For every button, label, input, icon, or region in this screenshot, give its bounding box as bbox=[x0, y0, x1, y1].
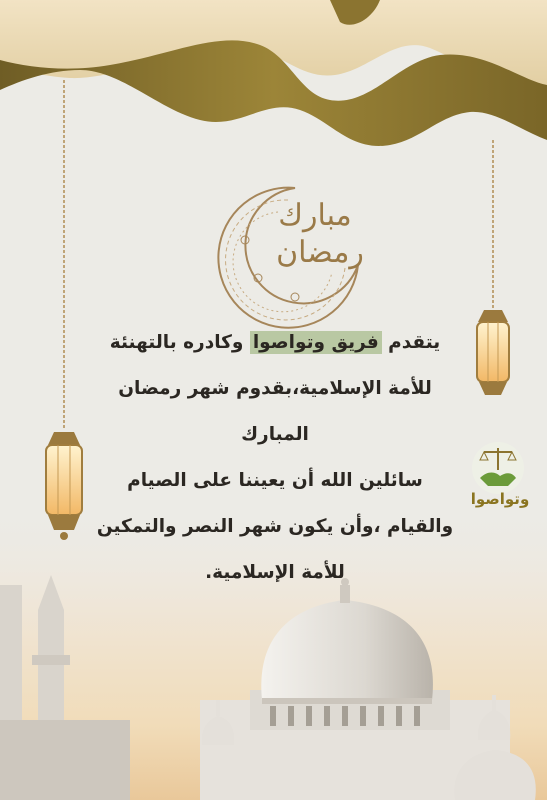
message-line-1-end: وكادره بالتهنئة bbox=[109, 332, 250, 353]
message-line-3: المبارك bbox=[241, 424, 309, 445]
message-line-6: للأمة الإسلامية. bbox=[205, 562, 345, 583]
team-name-highlight: فريق وتواصوا bbox=[250, 331, 382, 354]
calligraphy-word-ramadan: رمضان bbox=[276, 235, 364, 270]
message-line-4: سائلين الله أن يعيننا على الصيام bbox=[127, 470, 423, 491]
brand-wordmark: وتواصوا bbox=[470, 490, 530, 508]
message-line-1-start: يتقدم bbox=[381, 332, 441, 353]
message-line-1 bbox=[40, 332, 510, 353]
message-line-5: والقيام ،وأن يكون شهر النصر والتمكين bbox=[96, 516, 454, 537]
message-line-2: للأمة الإسلامية،بقدوم شهر رمضان bbox=[118, 378, 432, 399]
calligraphy-word-mubarak: مبارك bbox=[278, 198, 352, 233]
